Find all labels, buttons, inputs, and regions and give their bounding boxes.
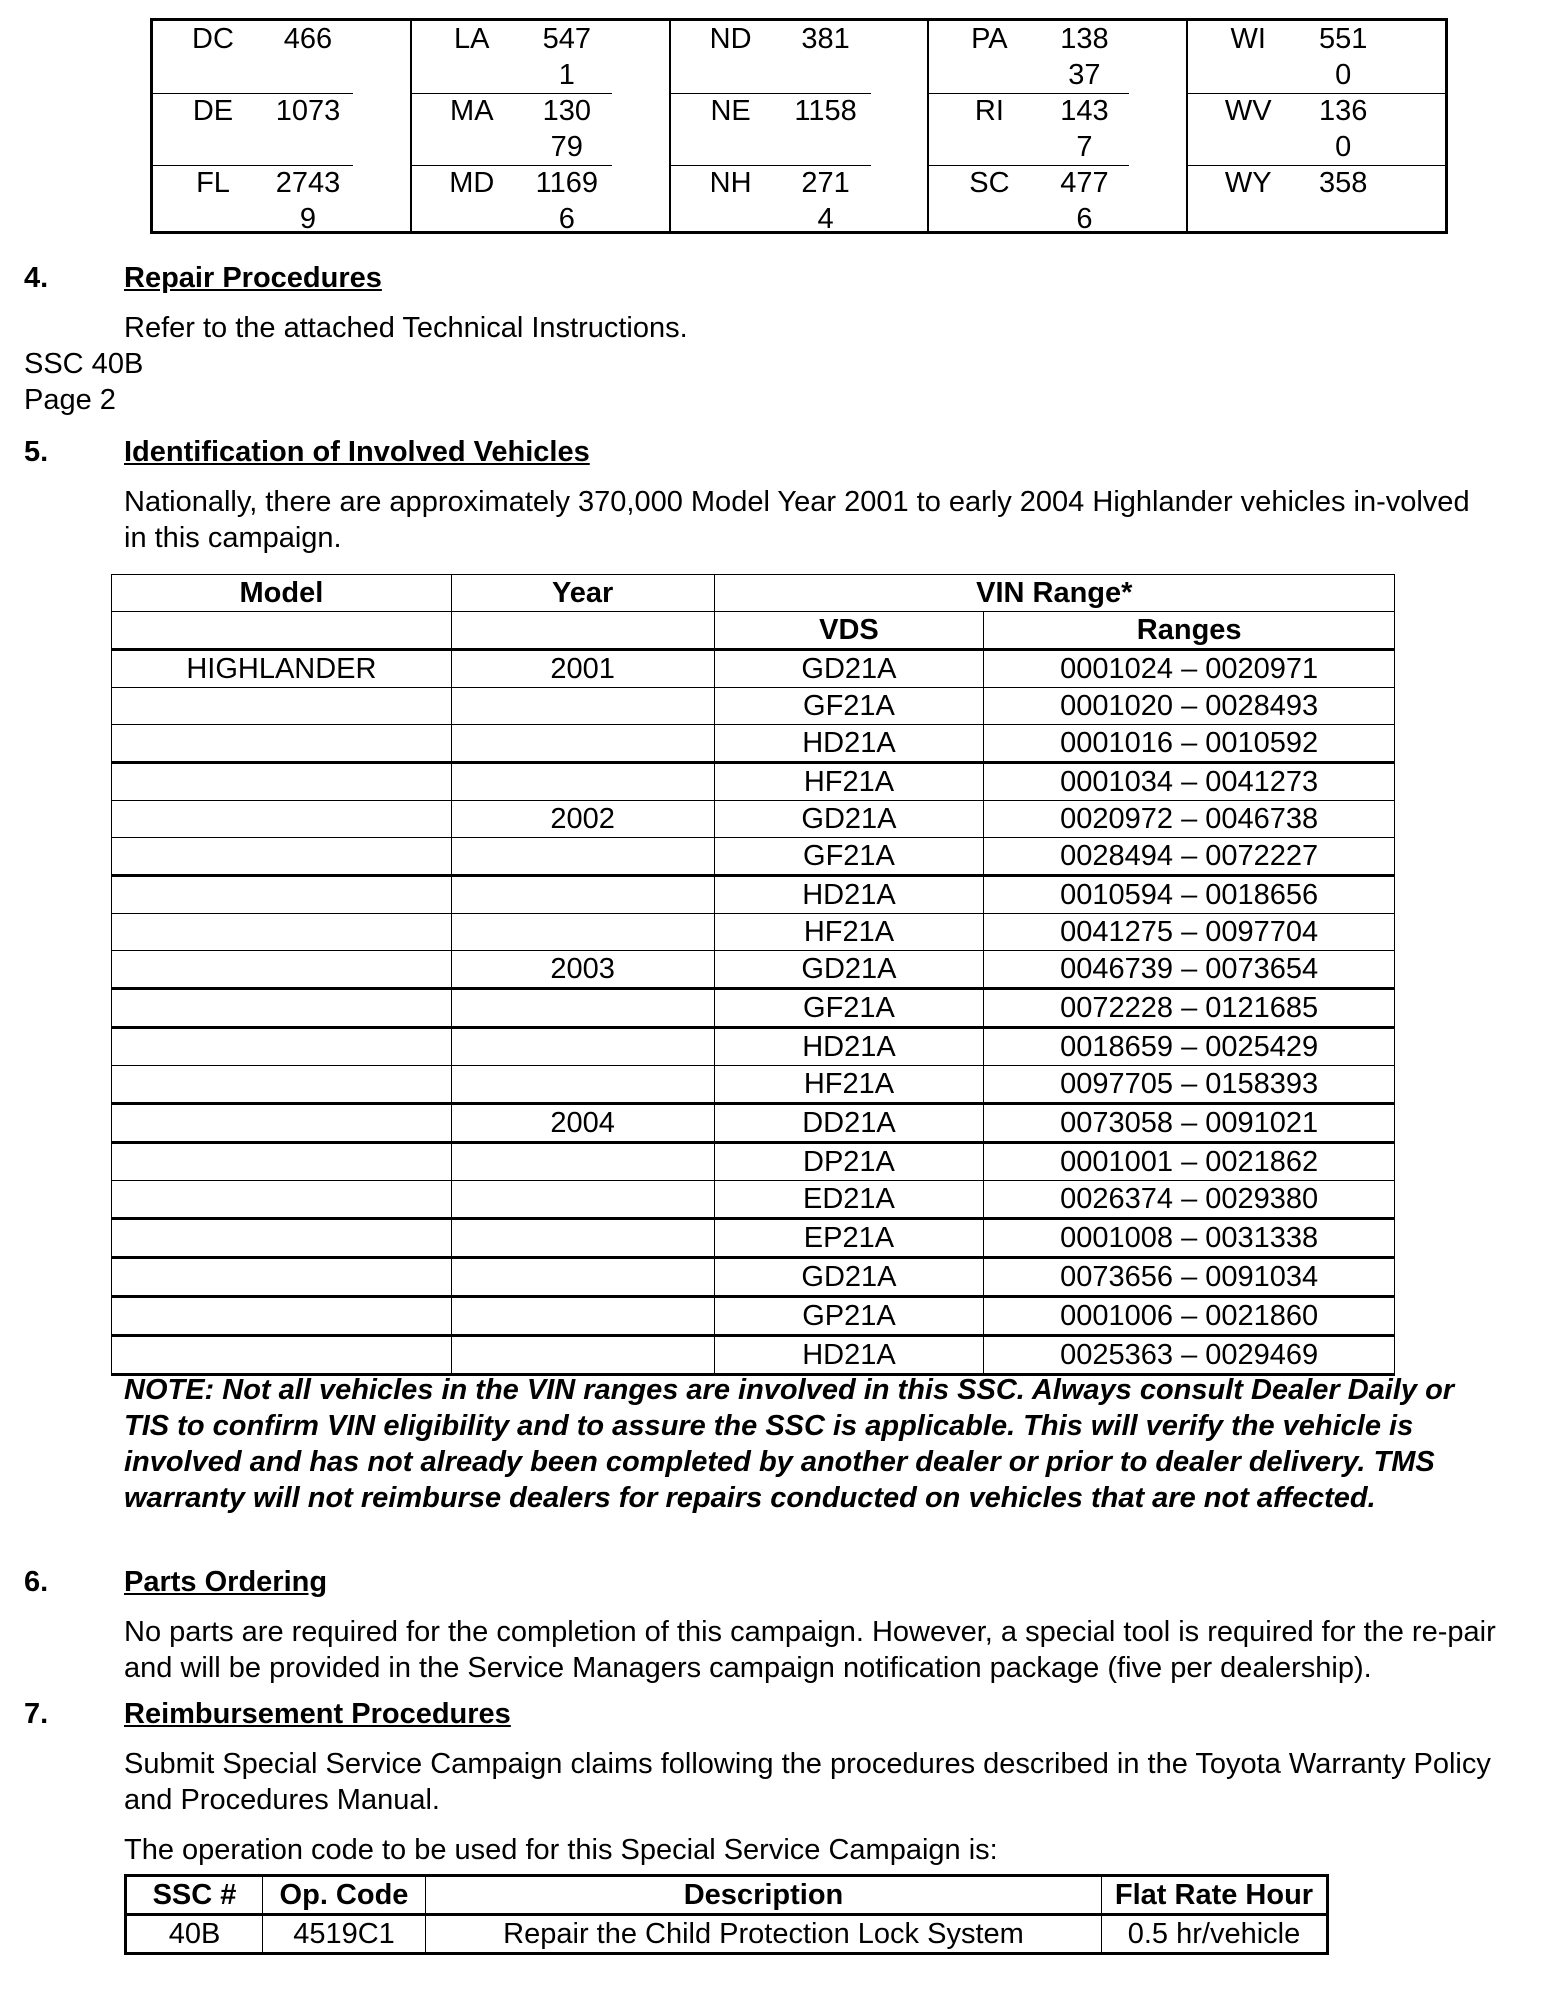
section-text: Submit Special Service Campaign claims following the procedures described in the Toyota Warranty Policy and Procedures Manual. xyxy=(124,1748,1491,1816)
table-row: HD21A 0018659 – 0025429 xyxy=(112,1028,1395,1066)
section-title: Identification of Involved Vehicles xyxy=(124,436,590,468)
state-cell: ND 381 xyxy=(671,21,871,94)
table-row: 2004 DD21A 0073058 – 0091021 xyxy=(112,1104,1395,1143)
state-column xyxy=(410,21,669,235)
header-ssc: SSC # xyxy=(126,1876,263,1915)
header-model: Model xyxy=(112,575,452,612)
table-row: GF21A 0001020 – 0028493 xyxy=(112,688,1395,725)
section-number: 5. xyxy=(24,436,49,468)
table-row: DP21A 0001001 – 0021862 xyxy=(112,1143,1395,1181)
section-number: 4. xyxy=(24,262,49,294)
table-row: 2002 GD21A 0020972 – 0046738 xyxy=(112,801,1395,838)
table-row: HD21A 0010594 – 0018656 xyxy=(112,876,1395,914)
table-row: ED21A 0026374 – 0029380 xyxy=(112,1181,1395,1219)
state-cell: LA 5471 xyxy=(412,21,612,94)
vehicle-vin-table xyxy=(111,574,1395,1376)
table-row: GD21A 0073656 – 0091034 xyxy=(112,1258,1395,1297)
section-number: 7. xyxy=(24,1698,49,1730)
state-cell: FL 27439 xyxy=(196,167,341,235)
state-cell: WV 1360 xyxy=(1188,93,1445,166)
state-column xyxy=(927,21,1186,235)
state-cell: WI 5510 xyxy=(1188,21,1445,94)
page-number: Page 2 xyxy=(24,384,116,416)
header-year: Year xyxy=(451,575,714,612)
section-text: No parts are required for the completion of this campaign. However, a special tool is required for the re-pair and will be provided in the Service Managers campaign notification package (five per dealership). xyxy=(124,1616,1496,1684)
state-cell: NH 2714 xyxy=(709,167,850,235)
header-vds: VDS xyxy=(714,612,984,650)
table-row: GF21A 0028494 – 0072227 xyxy=(112,838,1395,876)
section-number: 6. xyxy=(24,1566,49,1598)
state-column xyxy=(669,21,928,235)
section-text: The operation code to be used for this Special Service Campaign is: xyxy=(124,1834,998,1866)
state-cell: RI 1437 xyxy=(929,93,1129,166)
section-title: Reimbursement Procedures xyxy=(124,1698,511,1730)
state-cell: SC 4776 xyxy=(969,167,1109,235)
state-cell: WY 358 xyxy=(1224,167,1368,199)
table-row: HF21A 0097705 – 0158393 xyxy=(112,1066,1395,1104)
state-cell: MD 11696 xyxy=(449,167,598,235)
section-text: Nationally, there are approximately 370,000 Model Year 2001 to early 2004 Highlander vehicles in-volved in this campaign. xyxy=(124,486,1470,554)
eligibility-note: NOTE: Not all vehicles in the VIN ranges are involved in this SSC. Always consult Dealer Daily or TIS to confirm VIN eligibility and to assure the SSC is applicable. This will verify the vehicle is involved and has not already been completed by another dealer or prior to dealer delivery. TMS warranty will not reimburse dealers for repairs conducted on vehicles that are not affected. xyxy=(124,1374,1455,1514)
table-row: HF21A 0041275 – 0097704 xyxy=(112,914,1395,951)
state-cell: NE 1158 xyxy=(671,93,871,166)
table-row: 2003 GD21A 0046739 – 0073654 xyxy=(112,951,1395,989)
state-column xyxy=(153,21,410,235)
table-row: HD21A 0001016 – 0010592 xyxy=(112,725,1395,763)
table-row: HF21A 0001034 – 0041273 xyxy=(112,763,1395,801)
table-row: HD21A 0025363 – 0029469 xyxy=(112,1336,1395,1375)
header-description: Description xyxy=(426,1876,1102,1915)
table-row: GP21A 0001006 – 0021860 xyxy=(112,1297,1395,1336)
state-cell: MA 13079 xyxy=(412,93,612,166)
table-row: HIGHLANDER 2001 GD21A 0001024 – 0020971 xyxy=(112,650,1395,688)
table-row: 40B 4519C1 Repair the Child Protection Lock System 0.5 hr/vehicle xyxy=(126,1915,1328,1954)
table-row: EP21A 0001008 – 0031338 xyxy=(112,1219,1395,1258)
operation-code-table xyxy=(124,1874,1329,1955)
state-count-table xyxy=(150,18,1448,234)
header-ranges: Ranges xyxy=(984,612,1395,650)
section-title: Parts Ordering xyxy=(124,1566,328,1598)
doc-id: SSC 40B xyxy=(24,348,144,380)
table-row: GF21A 0072228 – 0121685 xyxy=(112,989,1395,1028)
state-cell: PA 13837 xyxy=(929,21,1129,94)
state-column xyxy=(1186,21,1445,231)
header-op-code: Op. Code xyxy=(263,1876,426,1915)
state-cell: DE 1073 xyxy=(153,93,353,166)
header-vin-range: VIN Range* xyxy=(714,575,1394,612)
header-flat-rate: Flat Rate Hour xyxy=(1102,1876,1328,1915)
section-title: Repair Procedures xyxy=(124,262,382,294)
section-text: Refer to the attached Technical Instructions. xyxy=(124,312,688,344)
state-cell: DC 466 xyxy=(153,21,353,94)
